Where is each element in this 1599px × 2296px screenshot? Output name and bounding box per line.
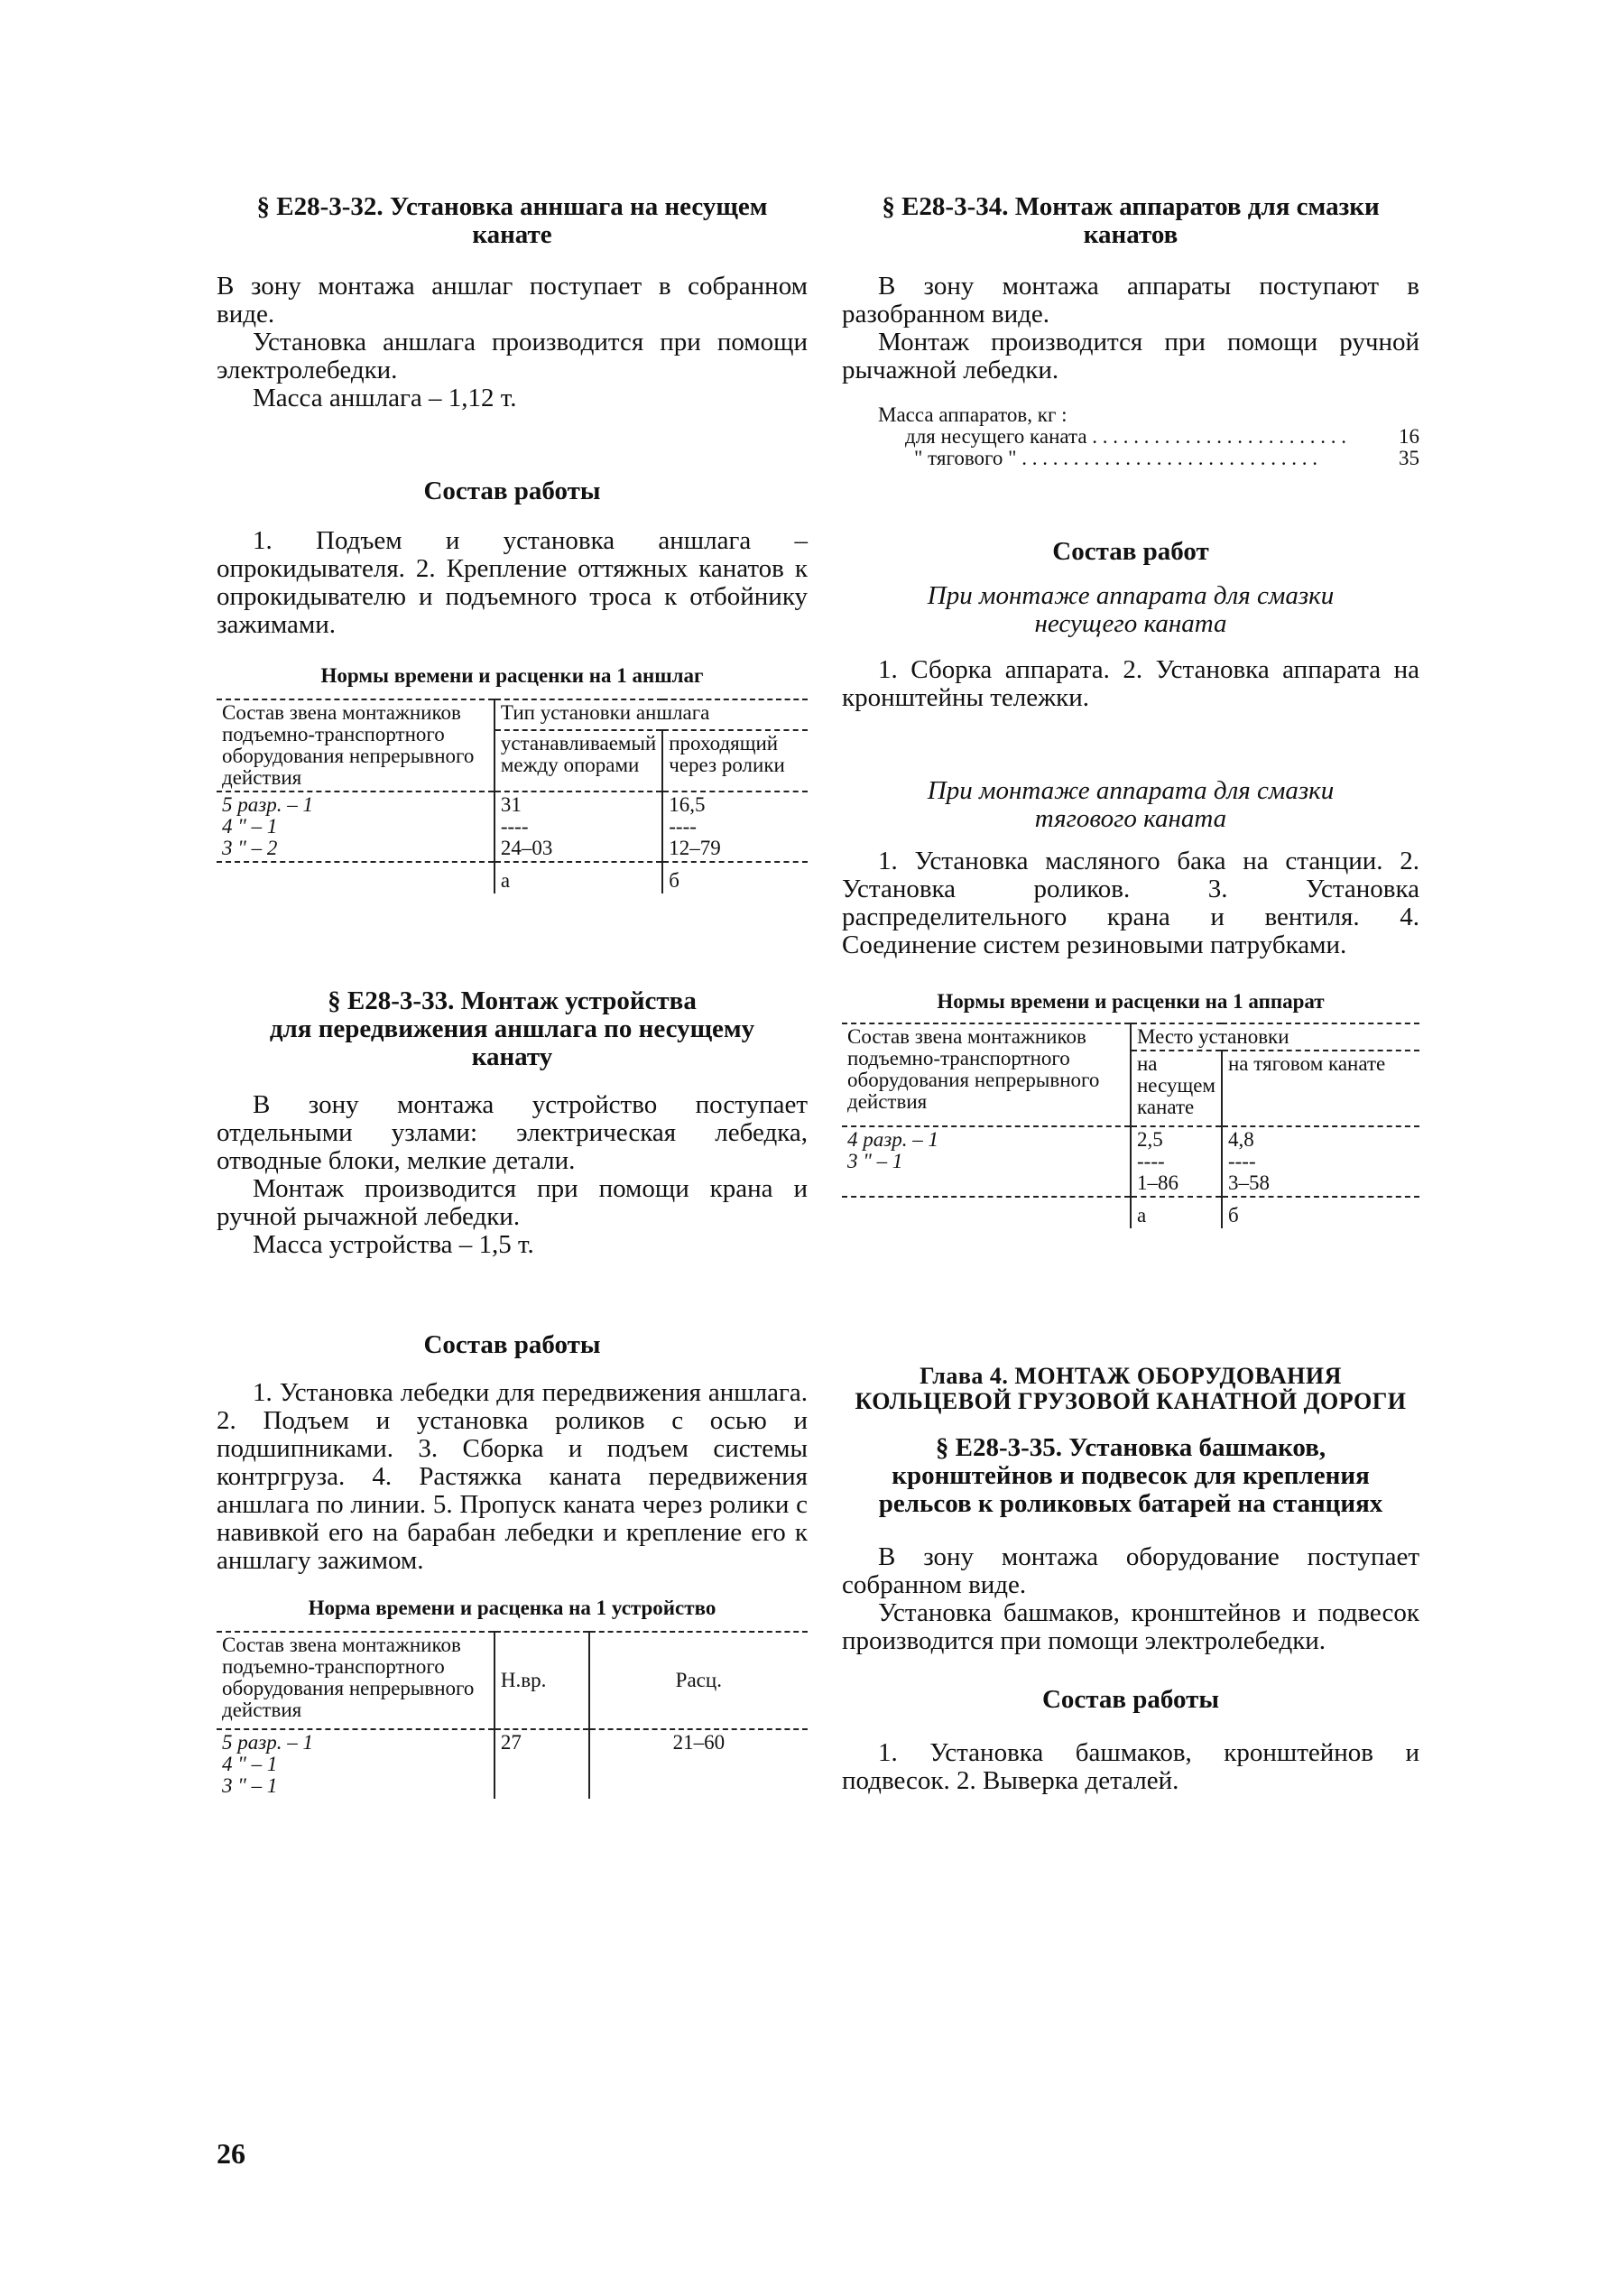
subheader-b: на тяговом канате bbox=[1222, 1051, 1419, 1126]
value-cell-b bbox=[1222, 1126, 1419, 1197]
price-value: 3–58 bbox=[1227, 1171, 1270, 1194]
crew-line: 3 " – 2 bbox=[222, 837, 278, 859]
norms-table bbox=[217, 1631, 808, 1799]
column-letter: а bbox=[1131, 1197, 1222, 1228]
section-title bbox=[217, 987, 808, 1071]
table-caption: Норма времени и расценка на 1 устройство bbox=[308, 1597, 716, 1619]
mass-list-title: Масса аппаратов, кг : bbox=[878, 403, 1068, 426]
leader-dots: . . . . . . . . . . . . . . . . . . . . . . . . . bbox=[1086, 426, 1347, 448]
section-title-line: кронштейнов и подвесок для крепления bbox=[892, 1461, 1370, 1490]
section-title-line: канате bbox=[472, 220, 552, 249]
paragraph: 1. Установка масляного бака на станции. 2. Установка роликов. 3. Установка распределительного крана и вентиля. 4. Соединение систем резиновыми патрубками. bbox=[842, 847, 1419, 959]
section-title bbox=[842, 1434, 1419, 1518]
group-header: Тип установки аншлага bbox=[494, 699, 808, 730]
table-caption: Нормы времени и расценки на 1 аншлаг bbox=[320, 664, 704, 687]
value-cell-b bbox=[662, 792, 808, 862]
value-separator: ---- bbox=[500, 815, 529, 838]
paragraph: Монтаж производится при помощи крана и ручной рычажной лебедки. bbox=[217, 1174, 808, 1231]
subheader-a: устанавливаемый между опорами bbox=[494, 730, 662, 792]
paragraph: Масса устройства – 1,5 т. bbox=[253, 1230, 534, 1259]
section-title-line: § Е28-3-32. Установка анншага на несущем bbox=[256, 192, 768, 221]
subheader-b: проходящий через ролики bbox=[662, 730, 808, 792]
norm-value: 27 bbox=[494, 1729, 589, 1799]
table-caption: Нормы времени и расценки на 1 аппарат bbox=[937, 990, 1325, 1013]
mass-value: 35 bbox=[1399, 447, 1419, 469]
mass-row bbox=[842, 426, 1419, 448]
work-composition-title: Состав работы bbox=[1041, 1685, 1220, 1714]
section-title-line: рельсов к роликовых батарей на станциях bbox=[878, 1489, 1383, 1518]
value-separator: ---- bbox=[1227, 1150, 1256, 1172]
page-number: 26 bbox=[217, 2137, 245, 2170]
crew-header: Состав звена монтажников подъемно-транспортного оборудования непрерывного действия bbox=[222, 1634, 475, 1721]
price-value: 24–03 bbox=[500, 837, 553, 859]
crew-line: 4 " – 1 bbox=[222, 815, 278, 838]
work-composition-title: Состав работ bbox=[1052, 537, 1209, 566]
crew-line: 3 " – 1 bbox=[222, 1774, 278, 1797]
price-header: Расц. bbox=[589, 1632, 808, 1729]
work-composition-text: 1. Подъем и установка аншлага – опрокидывателя. 2. Крепление оттяжных канатов к опрокидывателю и подъемного троса к отбойнику зажимами. bbox=[217, 526, 808, 639]
right-column bbox=[842, 193, 1419, 1795]
chapter-title-line: Глава 4. МОНТАЖ ОБОРУДОВАНИЯ bbox=[920, 1363, 1342, 1389]
crew-line: 5 разр. – 1 bbox=[222, 1731, 313, 1754]
section-title bbox=[842, 193, 1419, 249]
column-letter: б bbox=[1222, 1197, 1419, 1228]
crew-header: Состав звена монтажников подъемно-транспортного оборудования непрерывного действия bbox=[222, 701, 475, 789]
work-composition-text: 1. Установка башмаков, кронштейнов и подвесок. 2. Выверка деталей. bbox=[842, 1738, 1419, 1795]
subsection-title: При монтаже аппарата для смазки несущего каната bbox=[927, 581, 1335, 638]
price-value: 1–86 bbox=[1137, 1171, 1178, 1194]
section-e28-3-32 bbox=[217, 193, 808, 893]
mass-label: для несущего каната bbox=[905, 425, 1087, 448]
work-composition-title: Состав работы bbox=[423, 1330, 601, 1359]
crew-cell bbox=[842, 1126, 1131, 1197]
work-composition-title: Состав работы bbox=[423, 477, 601, 505]
mass-value: 16 bbox=[1399, 425, 1419, 448]
chapter-title bbox=[842, 1364, 1419, 1414]
column-letter: а bbox=[494, 862, 662, 893]
section-title-line: для передвижения аншлага по несущему bbox=[269, 1014, 755, 1043]
mass-list bbox=[842, 404, 1419, 469]
crew-cell bbox=[217, 792, 494, 862]
left-column bbox=[217, 193, 808, 1799]
section-e28-3-34 bbox=[842, 193, 1419, 1228]
column-letter: б bbox=[662, 862, 808, 893]
paragraph: В зону монтажа устройство поступает отдельными узлами: электрическая лебедка, отводные блоки, мелкие детали. bbox=[217, 1090, 808, 1175]
section-title bbox=[217, 193, 808, 249]
mass-label: " тягового " bbox=[914, 447, 1017, 469]
section-title-line: § Е28-3-34. Монтаж аппаратов для смазки bbox=[882, 192, 1380, 221]
price-value: 12–79 bbox=[669, 837, 721, 859]
norms-table bbox=[217, 699, 808, 893]
leader-dots: . . . . . . . . . . . . . . . . . . . . . . . . . . . . . bbox=[1016, 448, 1318, 469]
crew-header: Состав звена монтажников подъемно-транспортного оборудования непрерывного действия bbox=[847, 1025, 1100, 1113]
section-title-line: канату bbox=[471, 1042, 553, 1071]
mass-row bbox=[842, 448, 1419, 469]
group-header: Место установки bbox=[1131, 1023, 1419, 1051]
norms-table bbox=[842, 1023, 1419, 1228]
section-title-line: § Е28-3-35. Установка башмаков, bbox=[935, 1433, 1326, 1462]
section-title-line: канатов bbox=[1083, 220, 1178, 249]
paragraph: Монтаж производится при помощи ручной рычажной лебедки. bbox=[842, 328, 1419, 384]
crew-line: 4 разр. – 1 bbox=[847, 1128, 938, 1151]
paragraph: Установка башмаков, кронштейнов и подвесок производится при помощи электролебедки. bbox=[842, 1598, 1419, 1655]
section-e28-3-35 bbox=[842, 1434, 1419, 1795]
value-cell-a bbox=[494, 792, 662, 862]
section-title-line: § Е28-3-33. Монтаж устройства bbox=[328, 986, 697, 1015]
subsection-title: При монтаже аппарата для смазки тягового каната bbox=[927, 776, 1335, 833]
value-cell-a bbox=[1131, 1126, 1222, 1197]
crew-line: 5 разр. – 1 bbox=[222, 793, 313, 816]
norm-value: 16,5 bbox=[669, 793, 706, 816]
norm-header: Н.вр. bbox=[494, 1632, 589, 1729]
paragraph: В зону монтажа аппараты поступают в разобранном виде. bbox=[842, 272, 1419, 329]
chapter-title-line: КОЛЬЦЕВОЙ ГРУЗОВОЙ КАНАТНОЙ ДОРОГИ bbox=[855, 1388, 1407, 1414]
paragraph: В зону монтажа аншлаг поступает в собранном виде. bbox=[217, 272, 808, 329]
value-separator: ---- bbox=[669, 815, 697, 838]
norm-value: 2,5 bbox=[1137, 1128, 1163, 1151]
norm-value: 31 bbox=[500, 793, 522, 816]
crew-cell bbox=[217, 1729, 494, 1799]
subheader-a: на несущем канате bbox=[1131, 1051, 1222, 1126]
paragraph: Масса аншлага – 1,12 т. bbox=[253, 384, 517, 412]
section-e28-3-33 bbox=[217, 987, 808, 1799]
paragraph: Установка аншлага производится при помощи электролебедки. bbox=[217, 328, 808, 384]
price-value: 21–60 bbox=[589, 1729, 808, 1799]
paragraph: В зону монтажа оборудование поступает собранном виде. bbox=[842, 1542, 1419, 1599]
crew-line: 3 " – 1 bbox=[847, 1150, 903, 1172]
value-separator: ---- bbox=[1137, 1150, 1165, 1172]
work-composition-text: 1. Установка лебедки для передвижения аншлага. 2. Подъем и установка роликов с осью и подшипниками. 3. Сборка и подъем системы контргруза. 4. Растяжка каната передвижения аншлага по линии. 5. Пропуск каната через ролики с навивкой его на барабан лебедки и крепление его к аншлагу зажимом. bbox=[217, 1378, 808, 1575]
norm-value: 4,8 bbox=[1227, 1128, 1254, 1151]
crew-line: 4 " – 1 bbox=[222, 1753, 278, 1775]
paragraph: 1. Сборка аппарата. 2. Установка аппарата на кронштейны тележки. bbox=[842, 655, 1419, 712]
